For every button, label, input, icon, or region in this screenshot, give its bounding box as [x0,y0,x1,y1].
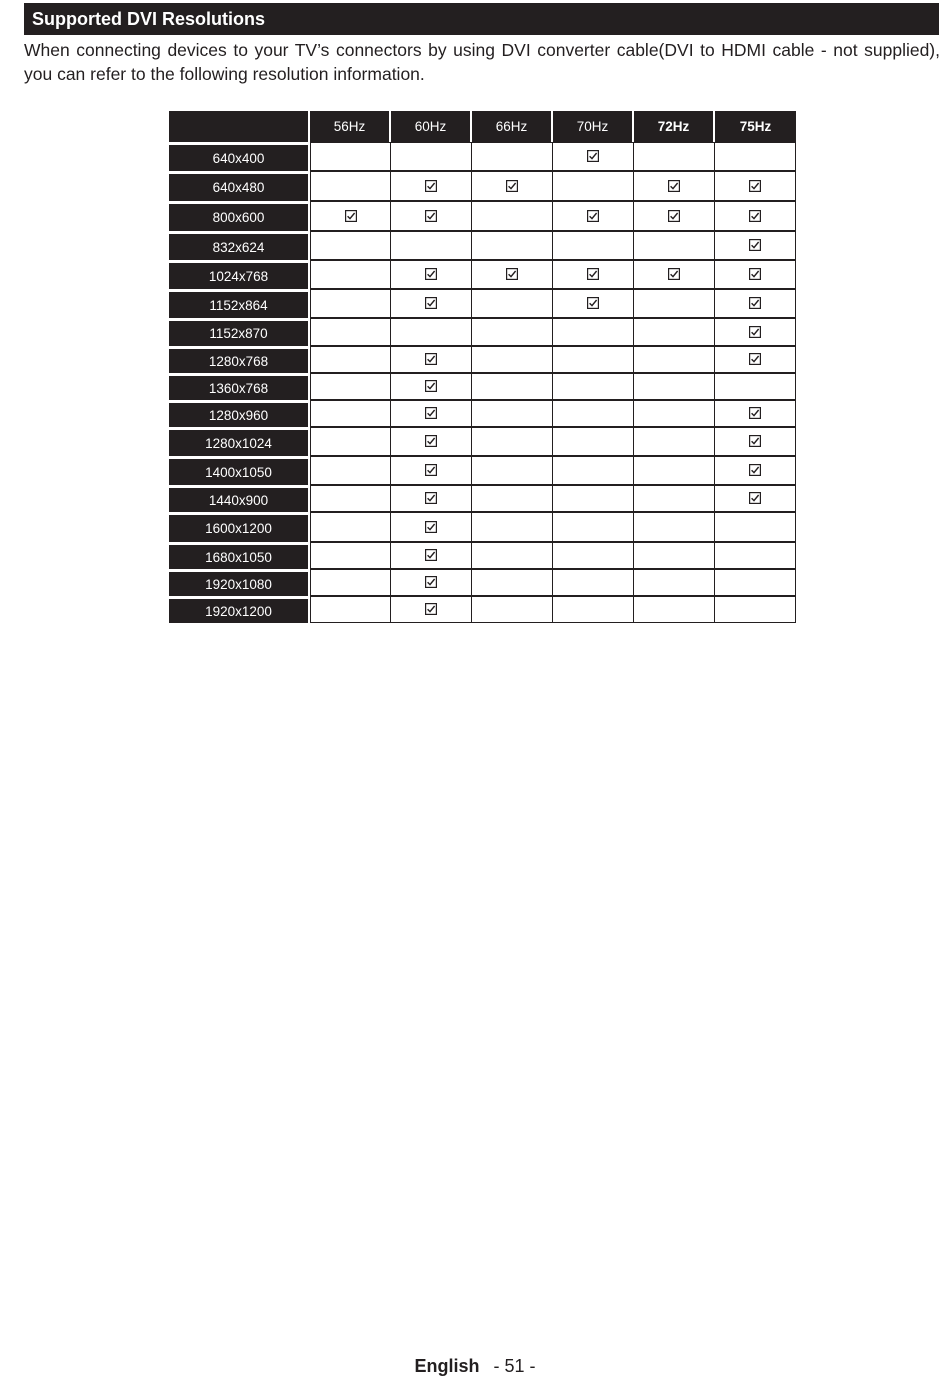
checked-box-icon [668,180,680,192]
support-cell [310,231,391,260]
support-cell [715,318,796,346]
frequency-header: 70Hz [553,111,634,142]
resolution-label: 640x400 [169,142,310,171]
support-cell [391,512,472,542]
checked-box-icon [425,603,437,615]
resolution-label: 1280x960 [169,400,310,427]
support-cell [553,171,634,201]
support-cell [391,427,472,456]
table-row [169,485,796,512]
support-cell [391,596,472,623]
resolution-label: 1360x768 [169,373,310,400]
frequency-header: 75Hz [715,111,796,142]
support-cell [391,201,472,231]
support-cell [472,260,553,289]
support-cell [634,512,715,542]
checked-box-icon [668,268,680,280]
support-cell [391,171,472,201]
support-cell [310,596,391,623]
checked-box-icon [425,492,437,504]
support-cell [715,596,796,623]
support-cell [472,569,553,596]
support-cell [553,260,634,289]
page-number: - 51 - [493,1356,536,1376]
support-cell [472,400,553,427]
dvi-resolution-table [169,111,796,623]
support-cell [553,569,634,596]
table-row [169,400,796,427]
support-cell [553,318,634,346]
support-cell [391,318,472,346]
frequency-header: 56Hz [310,111,391,142]
resolution-label: 832x624 [169,231,310,260]
support-cell [472,346,553,373]
support-cell [715,512,796,542]
table-row [169,427,796,456]
support-cell [310,512,391,542]
support-cell [715,289,796,318]
support-cell [634,596,715,623]
support-cell [310,318,391,346]
resolution-label: 1152x864 [169,289,310,318]
table-row [169,201,796,231]
resolution-label: 640x480 [169,171,310,201]
support-cell [391,542,472,569]
checked-box-icon [425,380,437,392]
resolution-label: 1440x900 [169,485,310,512]
resolution-label: 1400x1050 [169,456,310,485]
table-row [169,289,796,318]
support-cell [310,569,391,596]
support-cell [634,542,715,569]
checked-box-icon [506,180,518,192]
table-row [169,171,796,201]
support-cell [634,456,715,485]
support-cell [391,231,472,260]
table-body [169,142,796,623]
table-row [169,142,796,171]
support-cell [715,231,796,260]
support-cell [391,346,472,373]
intro-paragraph: When connecting devices to your TV’s connectors by using DVI converter cable(DVI to HDMI cable - not supplied), you can refer to the following resolution information. [24,40,940,84]
support-cell [391,142,472,171]
resolution-label: 1280x768 [169,346,310,373]
support-cell [310,373,391,400]
footer-language: English [414,1356,480,1376]
checked-box-icon [425,435,437,447]
support-cell [472,201,553,231]
table-corner-cell [169,111,310,142]
support-cell [391,485,472,512]
support-cell [391,289,472,318]
support-cell [634,201,715,231]
support-cell [391,260,472,289]
support-cell [715,142,796,171]
support-cell [715,346,796,373]
support-cell [553,596,634,623]
support-cell [553,231,634,260]
support-cell [715,171,796,201]
support-cell [715,260,796,289]
checked-box-icon [506,268,518,280]
support-cell [634,171,715,201]
support-cell [634,260,715,289]
support-cell [715,427,796,456]
table-row [169,569,796,596]
support-cell [634,289,715,318]
support-cell [310,485,391,512]
support-cell [310,289,391,318]
support-cell [715,400,796,427]
support-cell [472,142,553,171]
checked-box-icon [749,268,761,280]
support-cell [391,569,472,596]
checked-box-icon [749,180,761,192]
resolution-label: 1920x1200 [169,596,310,623]
support-cell [472,596,553,623]
support-cell [634,318,715,346]
support-cell [472,231,553,260]
support-cell [553,456,634,485]
support-cell [472,485,553,512]
support-cell [634,373,715,400]
table-row [169,373,796,400]
support-cell [310,456,391,485]
support-cell [553,542,634,569]
resolution-label: 1920x1080 [169,569,310,596]
checked-box-icon [425,407,437,419]
table-row [169,512,796,542]
section-title: Supported DVI Resolutions [24,3,939,35]
checked-box-icon [425,297,437,309]
checked-box-icon [425,576,437,588]
checked-box-icon [425,464,437,476]
checked-box-icon [749,326,761,338]
checked-box-icon [749,435,761,447]
support-cell [472,289,553,318]
support-cell [553,142,634,171]
table-row [169,596,796,623]
checked-box-icon [425,210,437,222]
support-cell [310,260,391,289]
support-cell [391,400,472,427]
support-cell [391,373,472,400]
resolution-label: 1680x1050 [169,542,310,569]
support-cell [553,346,634,373]
checked-box-icon [749,239,761,251]
table-row [169,456,796,485]
support-cell [472,456,553,485]
support-cell [715,456,796,485]
support-cell [634,346,715,373]
support-cell [310,346,391,373]
support-cell [715,542,796,569]
support-cell [310,201,391,231]
resolution-label: 1600x1200 [169,512,310,542]
support-cell [634,142,715,171]
support-cell [553,373,634,400]
support-cell [310,142,391,171]
checked-box-icon [425,521,437,533]
checked-box-icon [749,407,761,419]
resolution-label: 1280x1024 [169,427,310,456]
support-cell [472,427,553,456]
support-cell [715,569,796,596]
checked-box-icon [668,210,680,222]
checked-box-icon [425,549,437,561]
page-footer [0,1356,950,1377]
table-row [169,231,796,260]
support-cell [553,400,634,427]
resolution-label: 1024x768 [169,260,310,289]
support-cell [472,373,553,400]
checked-box-icon [587,268,599,280]
support-cell [715,373,796,400]
checked-box-icon [425,180,437,192]
support-cell [553,427,634,456]
support-cell [553,512,634,542]
support-cell [310,400,391,427]
support-cell [472,171,553,201]
checked-box-icon [345,210,357,222]
support-cell [310,427,391,456]
checked-box-icon [749,297,761,309]
support-cell [634,427,715,456]
table-row [169,346,796,373]
support-cell [715,485,796,512]
checked-box-icon [749,210,761,222]
support-cell [391,456,472,485]
support-cell [634,231,715,260]
resolution-label: 1152x870 [169,318,310,346]
table-row [169,260,796,289]
support-cell [715,201,796,231]
checked-box-icon [425,353,437,365]
support-cell [472,542,553,569]
support-cell [634,485,715,512]
support-cell [310,171,391,201]
checked-box-icon [425,268,437,280]
support-cell [553,289,634,318]
checked-box-icon [749,492,761,504]
checked-box-icon [587,210,599,222]
checked-box-icon [587,297,599,309]
support-cell [472,318,553,346]
support-cell [634,569,715,596]
resolution-label: 800x600 [169,201,310,231]
frequency-header: 66Hz [472,111,553,142]
support-cell [553,201,634,231]
checked-box-icon [749,353,761,365]
support-cell [472,512,553,542]
checked-box-icon [587,150,599,162]
support-cell [634,400,715,427]
table-row [169,542,796,569]
table-row [169,318,796,346]
table-header-row [169,111,796,142]
support-cell [310,542,391,569]
frequency-header: 72Hz [634,111,715,142]
support-cell [553,485,634,512]
frequency-header: 60Hz [391,111,472,142]
checked-box-icon [749,464,761,476]
